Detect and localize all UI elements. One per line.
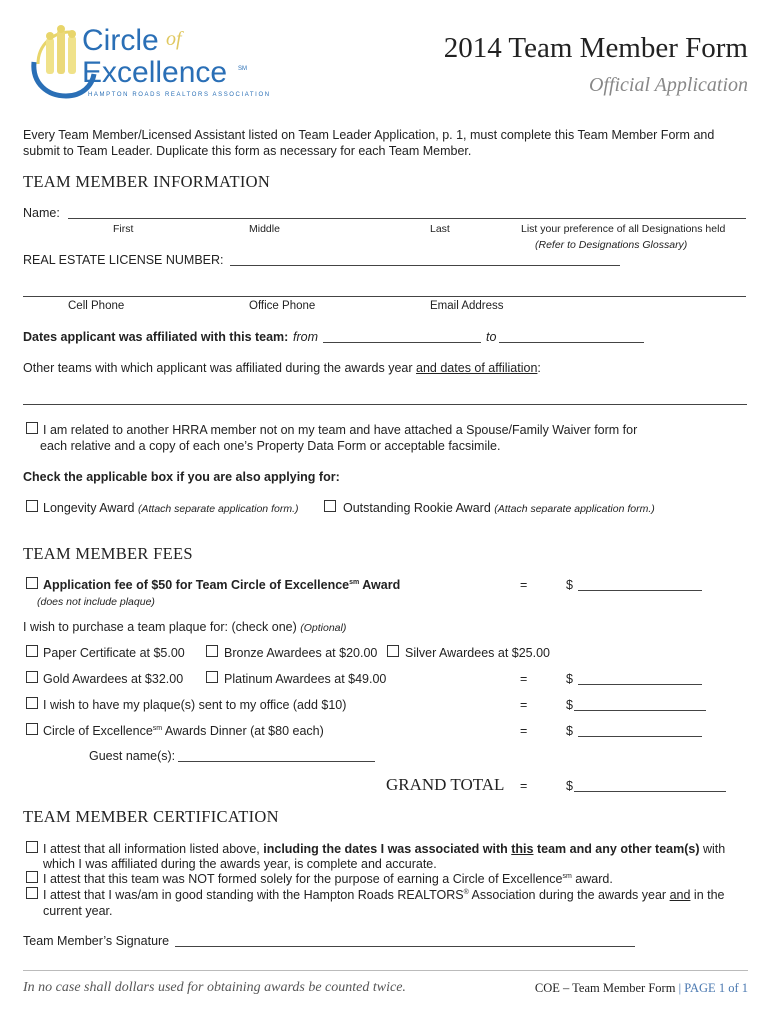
attest-accuracy-line1 — [43, 842, 725, 856]
grand-total-dollar: $ — [566, 779, 573, 793]
related-member-line1: I am related to another HRRA member not on my team and have attached a Spouse/Family Waiver form for — [43, 423, 638, 437]
awards-dinner-sm: sm — [152, 724, 163, 732]
footer-form-name: COE – Team Member Form — [534, 981, 676, 995]
guest-names-label: Guest name(s): — [89, 749, 176, 763]
attest-accuracy-text-d: with — [699, 842, 726, 856]
name-label: Name: — [23, 206, 60, 220]
longevity-award-note: (Attach separate application form.) — [137, 503, 299, 515]
attest-accuracy-checkbox[interactable] — [26, 841, 38, 853]
send-office-checkbox[interactable] — [26, 697, 38, 709]
first-name-caption: First — [113, 223, 134, 235]
dates-from-label: from — [293, 330, 318, 344]
attest-good-standing-and: and — [669, 888, 691, 902]
footer-of-word: of — [728, 981, 739, 995]
application-fee-equals: = — [520, 578, 528, 592]
awards-dinner-dollar: $ — [566, 724, 573, 738]
page-subtitle: Official Application — [588, 74, 748, 96]
gold-awardees-checkbox[interactable] — [26, 671, 38, 683]
attest-accuracy-line2: which I was affiliated during the awards year, is complete and accurate. — [43, 857, 437, 871]
dates-affiliated-label: Dates applicant was affiliated with this team: — [23, 330, 289, 344]
grand-total-label: GRAND TOTAL — [386, 775, 505, 794]
email-caption: Email Address — [430, 300, 504, 312]
section-heading-fees: TEAM MEMBER FEES — [23, 544, 193, 563]
attest-not-formed-award: award. — [571, 872, 613, 886]
awards-dinner-amount-line[interactable] — [578, 736, 702, 737]
application-fee-dollar: $ — [566, 578, 573, 592]
guest-names-input-line[interactable] — [178, 761, 375, 762]
awards-dinner-price: Awards Dinner (at $80 each) — [162, 724, 324, 738]
plaque-optional-note: (Optional) — [300, 622, 347, 634]
page-title: 2014 Team Member Form — [443, 32, 748, 64]
attest-not-formed-sm: sm — [562, 872, 572, 880]
plaque-equals: = — [520, 672, 528, 686]
rookie-award-text: Outstanding Rookie Award — [343, 501, 491, 515]
plaque-dollar: $ — [566, 672, 573, 686]
attest-accuracy-text-a: I attest that all information listed above, — [43, 842, 264, 856]
attest-accuracy-this: this — [511, 842, 534, 856]
logo-text-of: of — [166, 28, 182, 50]
cell-phone-caption: Cell Phone — [68, 300, 125, 312]
paper-certificate-label: Paper Certificate at $5.00 — [43, 646, 185, 660]
longevity-award-label — [43, 501, 298, 515]
last-name-caption: Last — [430, 223, 450, 235]
send-office-label: I wish to have my plaque(s) sent to my office (add $10) — [43, 698, 347, 712]
footer-divider — [23, 970, 748, 971]
awards-dinner-equals: = — [520, 724, 528, 738]
dates-from-input-line[interactable] — [323, 342, 481, 343]
check-applicable-label: Check the applicable box if you are also applying for: — [23, 470, 340, 484]
awards-dinner-label — [43, 724, 324, 738]
rookie-award-checkbox[interactable] — [324, 500, 336, 512]
rookie-award-label — [343, 501, 655, 515]
attest-accuracy-text-c: team and any other team(s) — [533, 842, 700, 856]
middle-name-caption: Middle — [249, 223, 280, 235]
other-teams-colon: : — [537, 361, 541, 375]
dates-to-input-line[interactable] — [499, 342, 644, 343]
signature-input-line[interactable] — [175, 946, 635, 947]
platinum-awardees-checkbox[interactable] — [206, 671, 218, 683]
attest-good-standing-text-a: I attest that I was/am in good standing with the Hampton Roads REALTORS — [43, 888, 464, 902]
application-fee-label — [43, 578, 400, 592]
logo-text-circle: Circle — [82, 24, 159, 57]
application-fee-award: Award — [359, 578, 401, 592]
license-input-line[interactable] — [230, 265, 620, 266]
license-label: REAL ESTATE LICENSE NUMBER: — [23, 253, 224, 267]
other-teams-label — [23, 361, 541, 375]
awards-dinner-text: Circle of Excellence — [43, 724, 153, 738]
send-office-amount-line[interactable] — [574, 710, 706, 711]
intro-line1: Every Team Member/Licensed Assistant listed on Team Leader Application, p. 1, must complete this Team Member Form and — [23, 128, 715, 142]
other-teams-dates-text: and dates of affiliation — [416, 361, 538, 375]
rookie-award-note: (Attach separate application form.) — [494, 503, 655, 515]
plaque-purchase-text: I wish to purchase a team plaque for: (check one) — [23, 620, 297, 634]
longevity-award-text: Longevity Award — [43, 501, 135, 515]
footer-page-total: 1 — [741, 981, 748, 995]
contact-input-line[interactable] — [23, 296, 746, 297]
logo-sm-mark: SM — [238, 66, 247, 72]
related-member-checkbox[interactable] — [26, 422, 38, 434]
silver-awardees-label: Silver Awardees at $25.00 — [405, 646, 551, 660]
designations-reference: (Refer to Designations Glossary) — [535, 239, 688, 251]
bronze-awardees-checkbox[interactable] — [206, 645, 218, 657]
intro-line2: submit to Team Leader. Duplicate this form as necessary for each Team Member. — [23, 144, 472, 158]
no-plaque-note: (does not include plaque) — [37, 596, 155, 608]
attest-not-formed-line — [43, 872, 613, 886]
plaque-amount-line[interactable] — [578, 684, 702, 685]
attest-good-standing-checkbox[interactable] — [26, 887, 38, 899]
silver-awardees-checkbox[interactable] — [387, 645, 399, 657]
footer-page-word: PAGE — [684, 981, 716, 995]
footer-separator: | — [678, 981, 682, 995]
send-office-equals: = — [520, 698, 528, 712]
footer-note: In no case shall dollars used for obtaining awards be counted twice. — [23, 980, 406, 995]
send-office-dollar: $ — [566, 698, 573, 712]
logo-org-name: HAMPTON ROADS REALTORS ASSOCIATION — [88, 92, 271, 98]
footer-page-info — [535, 981, 748, 996]
gold-awardees-label: Gold Awardees at $32.00 — [43, 672, 184, 686]
attest-accuracy-text-b: including the dates I was associated with — [263, 842, 512, 856]
name-input-line[interactable] — [68, 218, 746, 219]
logo — [26, 24, 271, 104]
section-heading-certification: TEAM MEMBER CERTIFICATION — [23, 807, 279, 826]
attest-good-standing-text-c: in the — [690, 888, 725, 902]
attest-not-formed-checkbox[interactable] — [26, 871, 38, 883]
section-heading-information: TEAM MEMBER INFORMATION — [23, 172, 271, 191]
other-teams-text: Other teams with which applicant was affiliated during the awards year — [23, 361, 417, 375]
attest-good-standing-text-b: Association during the awards year — [468, 888, 670, 902]
plaque-purchase-label — [23, 620, 346, 634]
awards-dinner-checkbox[interactable] — [26, 723, 38, 735]
office-phone-caption: Office Phone — [249, 300, 316, 312]
application-fee-sm: sm — [349, 578, 360, 586]
designations-caption: List your preference of all Designations held — [521, 223, 726, 235]
application-fee-amount-line[interactable] — [578, 590, 702, 591]
signature-label: Team Member’s Signature — [23, 934, 170, 948]
platinum-awardees-label: Platinum Awardees at $49.00 — [224, 672, 387, 686]
related-member-line2: each relative and a copy of each one’s Property Data Form or acceptable facsimile. — [40, 439, 501, 453]
dates-to-label: to — [486, 330, 497, 344]
attest-good-standing-reg: ® — [463, 888, 469, 896]
grand-total-equals: = — [520, 779, 528, 793]
longevity-award-checkbox[interactable] — [26, 500, 38, 512]
grand-total-amount-line[interactable] — [574, 791, 726, 792]
application-fee-checkbox[interactable] — [26, 577, 38, 589]
attest-not-formed-text: I attest that this team was NOT formed solely for the purpose of earning a Circle of Excellence — [43, 872, 563, 886]
footer-page-number: 1 — [718, 981, 726, 995]
other-teams-input-line[interactable] — [23, 404, 747, 405]
attest-good-standing-line1 — [43, 888, 725, 902]
attest-good-standing-line2: current year. — [43, 904, 113, 918]
application-fee-text: Application fee of $50 for Team Circle of Excellence — [43, 578, 350, 592]
bronze-awardees-label: Bronze Awardees at $20.00 — [224, 646, 378, 660]
paper-certificate-checkbox[interactable] — [26, 645, 38, 657]
logo-text-excellence: Excellence — [82, 56, 228, 89]
